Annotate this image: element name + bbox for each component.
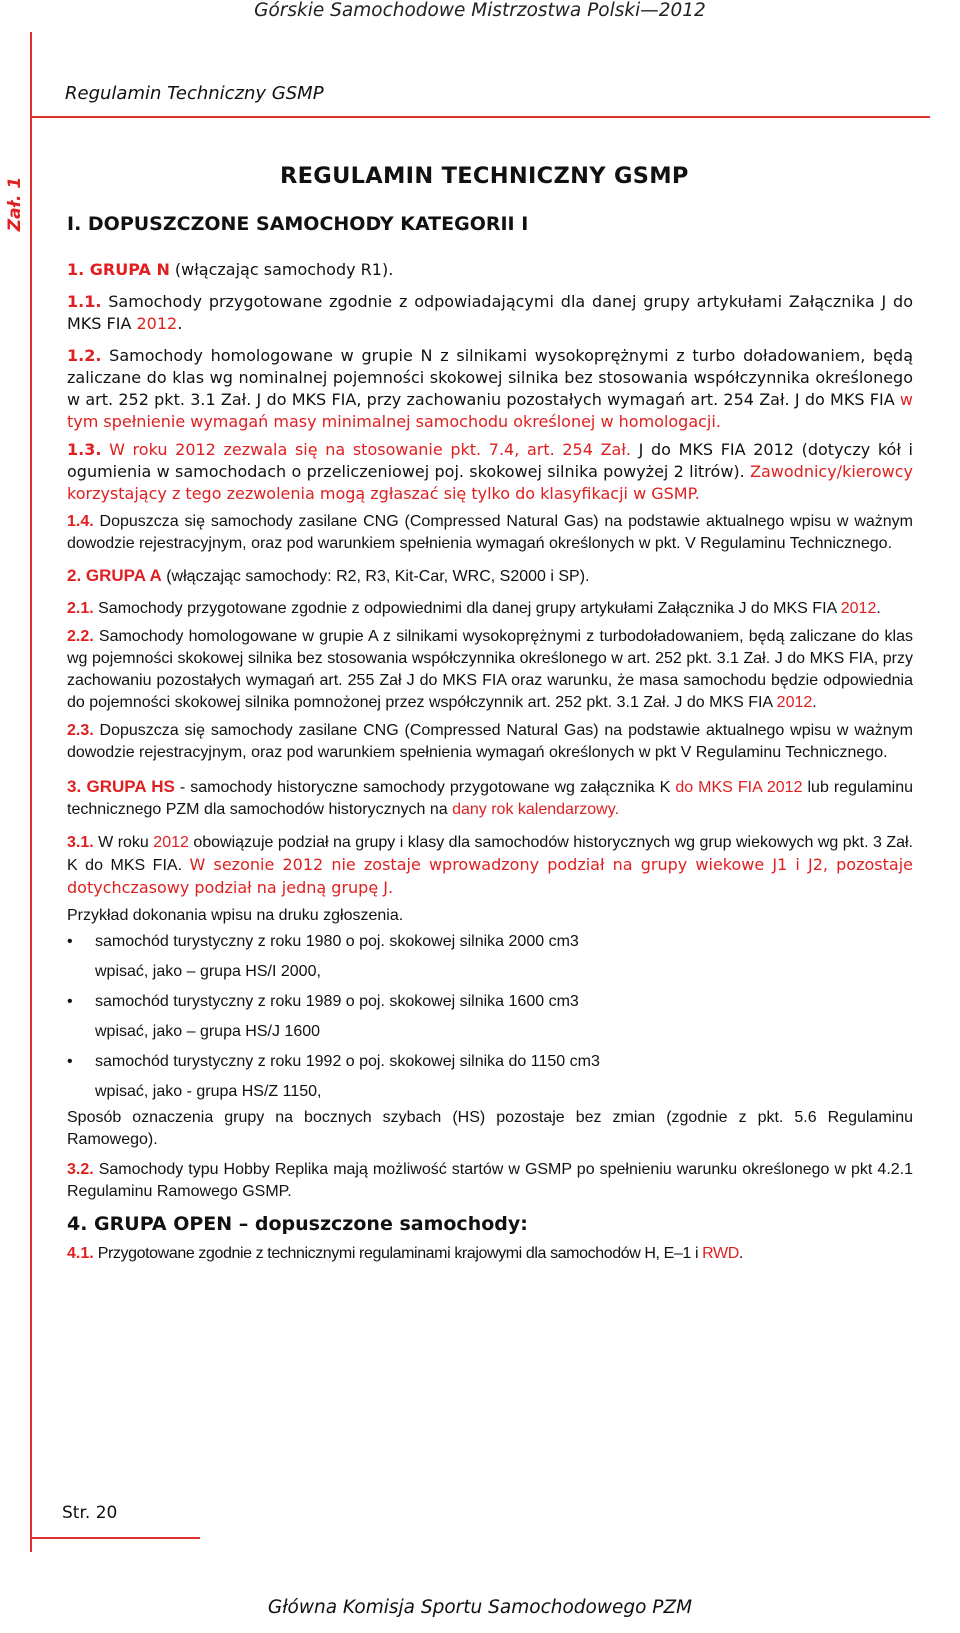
paragraph-number: 2.3.: [67, 722, 94, 739]
paragraph-tail: .: [812, 694, 817, 711]
paragraph-text: - samochody historyczne samochody przygotowane wg załącznika K: [174, 779, 676, 796]
paragraph-1-1: [67, 291, 913, 335]
paragraph-highlight: W sezonie 2012 nie zostaje wprowadzony podział na grupy wiekowe J1 i J2, pozostaje dotychczasowy podział na jedną grupę J.: [67, 855, 913, 897]
paragraph-text: Samochody przygotowane zgodnie z odpowiednimi dla danej grupy artykułami Załącznika J do MKS FIA: [93, 600, 841, 617]
list-item-subtext: wpisać, jako – grupa HS/I 2000,: [95, 963, 321, 980]
paragraph-2-2: [67, 626, 913, 714]
paragraph-number: 1.2.: [67, 346, 102, 365]
bullet-icon: •: [67, 933, 73, 950]
paragraph-number: 3.2.: [67, 1161, 94, 1178]
paragraph-number: 1.3.: [67, 440, 102, 459]
paragraph-number: 2.2.: [67, 628, 94, 645]
paragraph-number: 1.4.: [67, 513, 94, 530]
paragraph-text: Dopuszcza się samochody zasilane CNG (Compressed Natural Gas) na podstawie aktualnego wpisu w ważnym dowodzie rejestracyjnym, oraz pod warunkiem spełnienia wymagań określonych w pkt V Regulaminu Technicznego.: [67, 722, 913, 761]
paragraph-1-3: [67, 439, 913, 505]
paragraph-text: Samochody przygotowane zgodnie z odpowiadającymi dla danej grupy artykułami Załącznika J do MKS FIA: [67, 292, 913, 333]
bullet-icon: •: [67, 993, 73, 1010]
paragraph-2-3: [67, 720, 913, 764]
list-item-subtext: wpisać, jako - grupa HS/Z 1150,: [95, 1083, 322, 1100]
list-item-subtext: wpisać, jako – grupa HS/J 1600: [95, 1023, 321, 1040]
paragraph-tail: .: [738, 1245, 743, 1262]
paragraph-highlight: RWD: [702, 1245, 739, 1262]
list-item-text: samochód turystyczny z roku 1992 o poj. skokowej silnika do 1150 cm3: [95, 1053, 600, 1070]
paragraph-highlight: w tym spełnienie wymagań masy minimalnej samochodu określonej w homologacji.: [67, 390, 913, 431]
group-a-desc: (włączając samochody: R2, R3, Kit-Car, WRC, S2000 i SP).: [161, 568, 590, 585]
paragraph-text: Dopuszcza się samochody zasilane CNG (Compressed Natural Gas) na podstawie aktualnego wpisu w ważnym dowodzie rejestracyjnym, oraz pod warunkiem spełnienia wymagań określonych w pkt. V Regulaminu Technicznego.: [67, 513, 913, 552]
paragraph-text: Przygotowane zgodnie z technicznymi regulaminami krajowymi dla samochodów H, E–1 i: [93, 1245, 703, 1262]
paragraph-3-2: [67, 1159, 913, 1203]
group-hs-heading: [67, 776, 913, 821]
marking-note: Sposób oznaczenia grupy na bocznych szybach (HS) pozostaje bez zmian (zgodnie z pkt. 5.6 Regulaminu Ramowego).: [67, 1109, 913, 1148]
paragraph-text: J do MKS FIA 2012 (dotyczy kół i ogumienia w samochodach o przeliczeniowej poj. skokowej silnika powyżej 2 litrów).: [67, 440, 913, 481]
paragraph-highlight: Zawodnicy/kierowcy korzystający z tego zezwolenia mogą zgłaszać się tylko do klasyfikacji w GSMP.: [67, 462, 913, 503]
paragraph-4-1: [67, 1243, 913, 1265]
left-margin-rule: [30, 32, 32, 1552]
paragraph-2-1: [67, 598, 913, 620]
attachment-label: [2, 164, 28, 244]
group-a-number: 2. GRUPA A: [67, 566, 162, 585]
paragraph-highlight: W roku 2012 zezwala się na stosowanie pkt. 7.4, art. 254 Zał.: [101, 440, 631, 459]
group-n-heading: [67, 259, 913, 281]
group-open-heading: 4. GRUPA OPEN – dopuszczone samochody:: [67, 1213, 528, 1235]
footer-text: Główna Komisja Sportu Samochodowego PZM: [267, 1597, 693, 1618]
group-a-heading: [67, 565, 913, 588]
list-item: [67, 1047, 913, 1107]
paragraph-1-4: [67, 511, 913, 555]
footer-rule: [30, 1537, 200, 1539]
paragraph-highlight: 2012: [776, 694, 813, 711]
paragraph-highlight: do MKS FIA 2012: [675, 779, 803, 796]
paragraph-number: 1.1.: [67, 292, 102, 311]
paragraph-highlight: 2012: [136, 314, 178, 333]
group-n-number: 1. GRUPA N: [67, 260, 170, 279]
paragraph-number: 3.1.: [67, 834, 94, 851]
document-title: REGULAMIN TECHNICZNY GSMP: [280, 163, 689, 189]
header-subtitle: Regulamin Techniczny GSMP: [65, 83, 324, 104]
group-n-desc: (włączając samochody R1).: [169, 260, 394, 279]
list-item-text: samochód turystyczny z roku 1980 o poj. skokowej silnika 2000 cm3: [95, 933, 579, 950]
group-hs-number: 3. GRUPA HS: [67, 777, 175, 796]
page-number: Str. 20: [62, 1503, 118, 1523]
paragraph-tail: .: [177, 314, 183, 333]
paragraph-highlight: 2012: [840, 600, 877, 617]
header-title: Górskie Samochodowe Mistrzostwa Polski—2012: [254, 0, 706, 21]
attachment-label-text: Zał. 1: [5, 176, 26, 232]
paragraph-text: Samochody typu Hobby Replika mają możliwość startów w GSMP po spełnieniu warunku określonego w pkt 4.2.1 Regulaminu Ramowego GSMP.: [67, 1161, 913, 1200]
example-list: [67, 927, 913, 1107]
header-rule: [30, 116, 930, 118]
paragraph-text: W roku: [93, 834, 154, 851]
section-heading: I. DOPUSZCZONE SAMOCHODY KATEGORII I: [67, 213, 529, 235]
paragraph-3-1: [67, 831, 913, 899]
bullet-icon: •: [67, 1053, 73, 1070]
paragraph-tail: .: [876, 600, 881, 617]
paragraph-text: Samochody homologowane w grupie A z silnikami wysokoprężnymi z turbodoładowaniem, będą zaliczane do klas wg pojemności skokowej silnika bez stosowania współczynnika określonego w art. 252 pkt. 3.1 Zał. J do MKS FIA, przy zachowaniu pozostałych wymagań art. 255 Zał J do MKS FIA oraz warunku, że masa samochodu będzie odpowiednia do pojemności skokowej silnika pomnożonej przez współczynnik art. 252 pkt. 3.1 Zał. J do MKS FIA: [67, 628, 913, 711]
list-item: [67, 987, 913, 1047]
paragraph-highlight: 2012: [153, 834, 189, 851]
paragraph-highlight: dany rok kalendarzowy.: [452, 801, 619, 818]
list-item-text: samochód turystyczny z roku 1989 o poj. skokowej silnika 1600 cm3: [95, 993, 579, 1010]
paragraph-text: obowiązuje podział na grupy i klasy dla samochodów historycznych wg grup wiekowych wg pkt. 3 Zał. K do MKS FIA.: [67, 834, 914, 874]
paragraph-text: Samochody homologowane w grupie N z silnikami wysokoprężnymi z turbo doładowaniem, będą zaliczane do klas wg nominalnej pojemności skokowej silnika bez stosowania współczynnika określonego w art. 252 pkt. 3.1 Zał. J do MKS FIA, przy zachowaniu pozostałych wymagań art. 254 Zał. J do MKS FIA: [67, 346, 913, 409]
paragraph-number: 2.1.: [67, 600, 94, 617]
paragraph-number: 4.1.: [67, 1245, 94, 1262]
example-intro: Przykład dokonania wpisu na druku zgłoszenia.: [67, 907, 404, 924]
document-body: [67, 213, 913, 1265]
paragraph-text: lub regulaminu technicznego PZM dla samochodów historycznych na: [67, 779, 914, 818]
list-item: [67, 927, 913, 987]
paragraph-1-2: [67, 345, 913, 433]
